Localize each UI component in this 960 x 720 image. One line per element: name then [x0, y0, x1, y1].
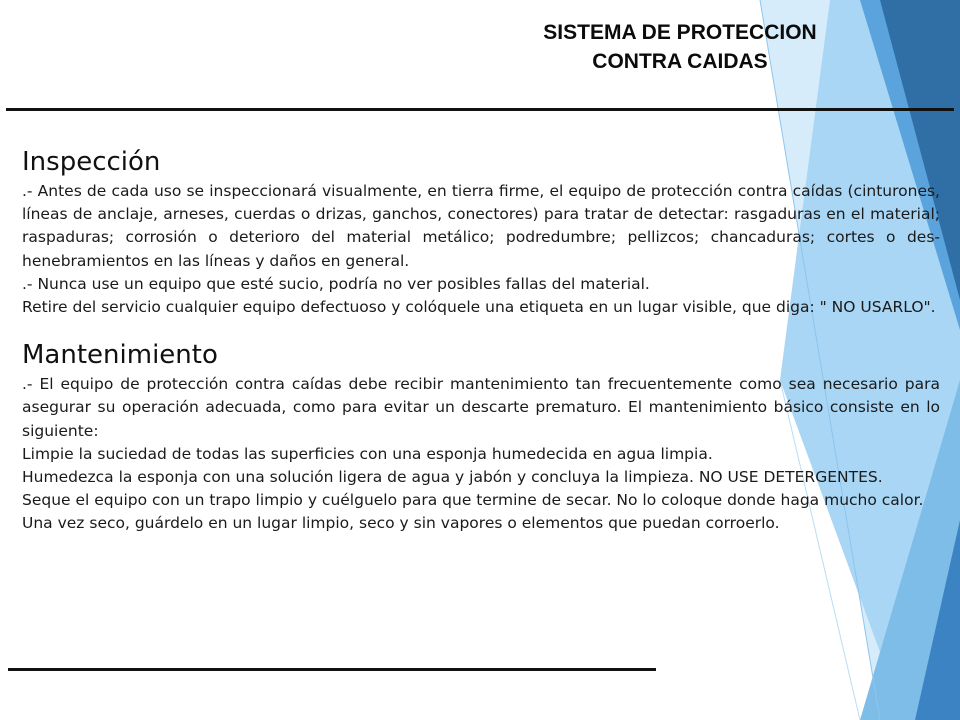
title-line-2: CONTRA CAIDAS — [592, 50, 768, 73]
title-line-1: SISTEMA DE PROTECCION — [543, 21, 817, 44]
inspeccion-paragraph: .- Antes de cada uso se inspeccionará visualmente, en tierra firme, el equipo de protección contra caídas (cinturones, líneas de anclaje, arneses, cuerdas o drizas, ganchos, conectores) para tratar de detectar: rasgaduras en el material; raspaduras; corrosión o deterioro del material metálico; podredumbre; pellizcos; chancaduras; cortes o des-henebramientos en las líneas y daños en general. — [22, 182, 940, 270]
mantenimiento-paragraph: Humedezca la esponja con una solución ligera de agua y jabón y concluya la limpieza. NO USE DETERGENTES. — [22, 468, 883, 487]
inspeccion-paragraph: .- Nunca use un equipo que esté sucio, podría no ver posibles fallas del material. — [22, 274, 650, 293]
mantenimiento-paragraph: .- El equipo de protección contra caídas debe recibir mantenimiento tan frecuentemente como sea necesario para asegurar su operación adecuada, como para evitar un descarte prematuro. El mantenimiento básico consiste en lo siguiente: — [22, 375, 940, 440]
mantenimiento-paragraph: Una vez seco, guárdelo en un lugar limpio, seco y sin vapores o elementos que puedan corroerlo. — [22, 514, 780, 533]
slide-title — [480, 18, 880, 76]
slide-body — [22, 144, 940, 536]
title-divider — [6, 108, 954, 111]
section-spacer — [22, 319, 940, 337]
footer-divider — [8, 668, 656, 671]
section-heading-inspeccion: Inspección — [22, 147, 161, 177]
mantenimiento-paragraph: Seque el equipo con un trapo limpio y cuélguelo para que termine de secar. No lo coloque donde haga mucho calor. — [22, 491, 924, 510]
mantenimiento-paragraph: Limpie la suciedad de todas las superficies con una esponja humedecida en agua limpia. — [22, 444, 713, 463]
section-heading-mantenimiento: Mantenimiento — [22, 340, 218, 371]
inspeccion-paragraph: Retire del servicio cualquier equipo defectuoso y colóquele una etiqueta en un lugar visible, que diga: " NO USARLO". — [22, 298, 936, 317]
